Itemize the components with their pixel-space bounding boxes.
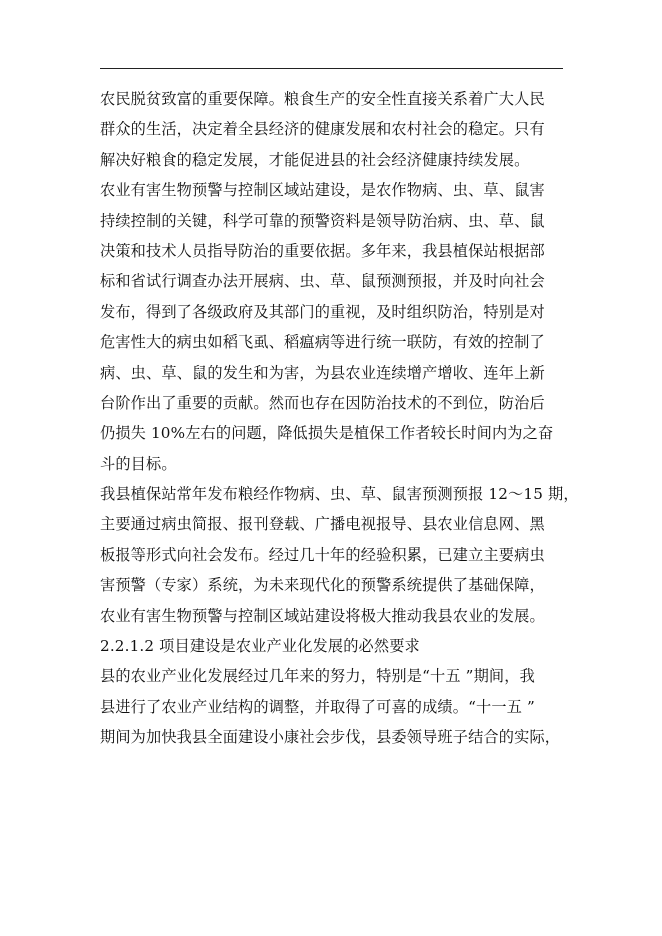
text-line: 病、虫、草、鼠的发生和为害，为县农业连续增产增收、连年上新 <box>100 363 545 382</box>
text-line: 仍损失 10%左右的问题，降低损失是植保工作者较长时间内为之奋 <box>100 424 554 443</box>
text-line: 主要通过病虫简报、报刊登载、广播电视报导、县农业信息网、黑 <box>100 515 545 534</box>
text-line: 板报等形式向社会发布。经过几十年的经验积累，已建立主要病虫 <box>100 545 545 564</box>
text-line: 解决好粮食的稳定发展，才能促进县的社会经济健康持续发展。 <box>100 150 530 169</box>
text-line: 我县植保站常年发布粮经作物病、虫、草、鼠害预测预报 12～15 期， <box>100 485 579 504</box>
text-line: 期间为加快我县全面建设小康社会步伐，县委领导班子结合的实际， <box>100 728 561 747</box>
text-line: 农业有害生物预警与控制区域站建设，是农作物病、虫、草、鼠害 <box>100 181 545 200</box>
section-heading: 2.2.1.2 项目建设是农业产业化发展的必然要求 <box>100 637 420 656</box>
text-line: 决策和技术人员指导防治的重要依据。多年来，我县植保站根据部 <box>100 241 545 260</box>
text-line: 群众的生活，决定着全县经济的健康发展和农村社会的稳定。只有 <box>100 120 545 139</box>
text-line: 台阶作出了重要的贡献。然而也存在因防治技术的不到位，防治后 <box>100 393 545 412</box>
text-line: 发布，得到了各级政府及其部门的重视，及时组织防治，特别是对 <box>100 302 545 321</box>
text-line: 害预警（专家）系统，为未来现代化的预警系统提供了基础保障， <box>100 576 545 595</box>
body-text <box>100 84 579 753</box>
text-line: 农业有害生物预警与控制区域站建设将极大推动我县农业的发展。 <box>100 606 545 625</box>
text-line: 县的农业产业化发展经过几年来的努力，特别是“十五 ”期间，我 <box>100 667 535 686</box>
text-line: 农民脱贫致富的重要保障。粮食生产的安全性直接关系着广大人民 <box>100 90 545 108</box>
text-line: 标和省试行调查办法开展病、虫、草、鼠预测预报，并及时向社会 <box>100 272 545 291</box>
header-rule <box>100 68 563 69</box>
text-line: 县进行了农业产业结构的调整，并取得了可喜的成绩。“十一五 ” <box>100 697 535 716</box>
text-line: 持续控制的关键，科学可靠的预警资料是领导防治病、虫、草、鼠 <box>100 211 545 230</box>
text-line: 斗的目标。 <box>100 454 177 473</box>
text-line: 危害性大的病虫如稻飞虱、稻瘟病等进行统一联防，有效的控制了 <box>100 333 545 352</box>
